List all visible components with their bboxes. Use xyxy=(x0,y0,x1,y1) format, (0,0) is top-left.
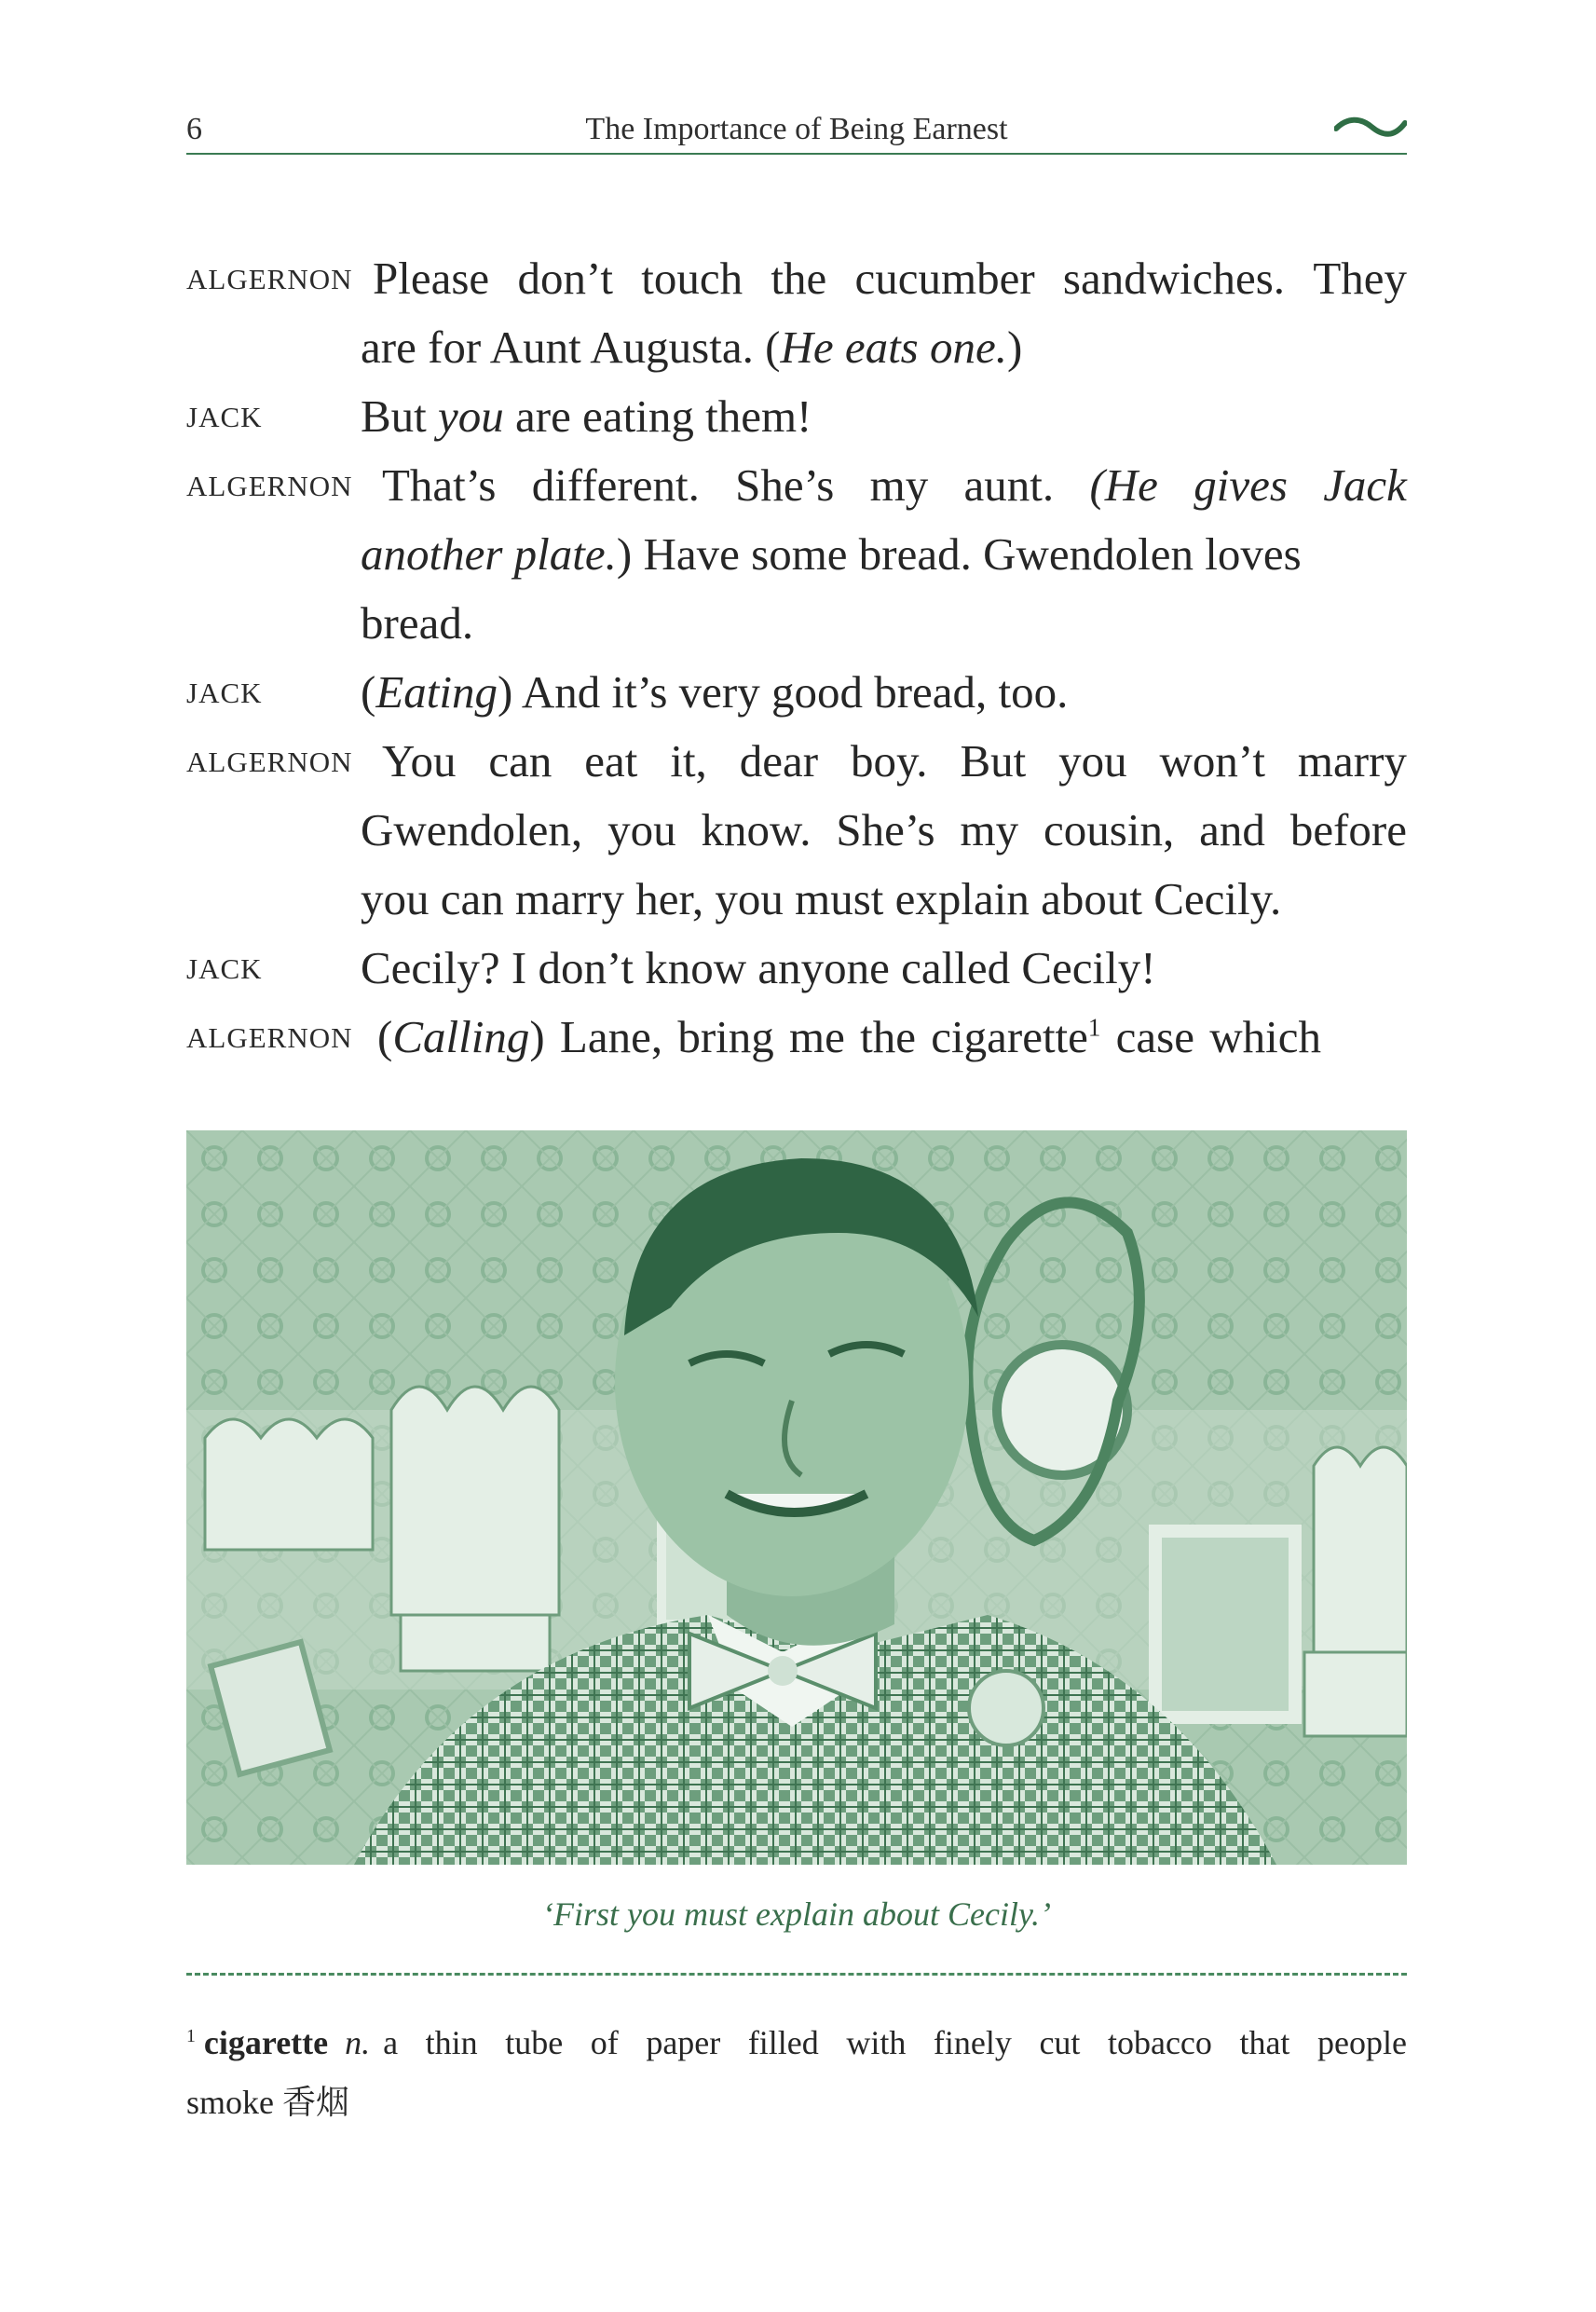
speech-algernon xyxy=(186,244,1407,382)
text: Cecily? I don’t know anyone called Cecily! xyxy=(361,942,1156,993)
word: that xyxy=(1239,2024,1290,2061)
footnote-head xyxy=(186,2013,370,2073)
speech-line xyxy=(186,796,1407,865)
word: Please xyxy=(373,253,490,304)
footnote xyxy=(186,2013,1407,2132)
word: thin xyxy=(425,2024,478,2061)
text: ) Have some bread. Gwendolen loves xyxy=(616,528,1302,580)
word: tobacco xyxy=(1107,2024,1212,2061)
word: of xyxy=(590,2024,619,2061)
text: ) Lane, bring me the cigarette xyxy=(529,1011,1088,1062)
speaker-name: ALGERNON xyxy=(186,746,353,778)
word: know. xyxy=(701,804,812,855)
speech-line xyxy=(186,520,1407,589)
word: you xyxy=(607,804,676,855)
word: the xyxy=(771,253,827,304)
word: eat xyxy=(584,735,638,787)
word: marry xyxy=(1297,735,1407,787)
speech-jack xyxy=(186,934,1407,1003)
word: it, xyxy=(670,735,707,787)
text: ) xyxy=(1007,321,1023,373)
word: They xyxy=(1313,253,1407,304)
speech-line xyxy=(186,934,1407,1003)
speech-line xyxy=(186,589,1407,658)
text: ( xyxy=(377,1011,393,1062)
speech-line xyxy=(186,451,1407,520)
text: bread. xyxy=(361,597,474,649)
text: are eating them! xyxy=(503,390,812,442)
footnote-definition xyxy=(370,2013,1407,2073)
speech-jack xyxy=(186,382,1407,451)
film-still-photo xyxy=(186,1130,1407,1865)
word: my xyxy=(869,459,929,511)
footnote-line xyxy=(186,2013,1407,2073)
word: won’t xyxy=(1159,735,1265,787)
text: But xyxy=(361,390,439,442)
word: finely xyxy=(933,2024,1012,2061)
stage-direction: another plate. xyxy=(361,528,617,580)
word: my xyxy=(960,804,1019,855)
speech-line xyxy=(186,313,1407,382)
stage-direction: He eats one. xyxy=(780,321,1008,373)
photo-caption: ‘First you must explain about Cecily.’ xyxy=(542,1895,1051,1933)
word: you xyxy=(1058,735,1127,787)
word: tube xyxy=(505,2024,564,2061)
speaker-name: ALGERNON xyxy=(186,263,353,295)
word: with xyxy=(846,2024,907,2061)
word: boy. xyxy=(850,735,928,787)
speech-line xyxy=(186,658,1407,727)
footnote-term: cigarette xyxy=(203,2024,329,2061)
word: a xyxy=(383,2024,399,2061)
footnote-divider xyxy=(186,1973,1407,1976)
footnote-line: smoke 香烟 xyxy=(186,2084,349,2121)
text: you can marry her, you must explain about Cecily. xyxy=(361,873,1282,924)
page-header xyxy=(186,112,1407,158)
word: She’s xyxy=(735,459,835,511)
speaker-name: JACK xyxy=(186,952,263,985)
word: You xyxy=(382,735,457,787)
stage-direction: (He xyxy=(1089,459,1158,511)
word: different. xyxy=(531,459,700,511)
word: cut xyxy=(1039,2024,1081,2061)
speech-line xyxy=(186,1003,1407,1072)
speaker-name: ALGERNON xyxy=(186,1021,353,1054)
word: touch xyxy=(641,253,743,304)
stage-direction: gives xyxy=(1194,459,1288,511)
stage-direction: Jack xyxy=(1323,459,1407,511)
swash-ornament-icon xyxy=(1334,116,1407,140)
part-of-speech: n. xyxy=(345,2024,371,2061)
word: Gwendolen, xyxy=(361,804,583,855)
word: people xyxy=(1316,2024,1407,2061)
word: cucumber xyxy=(854,253,1035,304)
word: paper xyxy=(646,2024,721,2061)
word: cousin, xyxy=(1044,804,1175,855)
header-rule xyxy=(186,153,1407,155)
stage-direction: Calling xyxy=(392,1011,530,1062)
emphasis: you xyxy=(438,390,504,442)
text: are for Aunt Augusta. ( xyxy=(361,321,781,373)
word: can xyxy=(488,735,552,787)
speaker-name: JACK xyxy=(186,401,263,433)
word: don’t xyxy=(517,253,613,304)
photo-man-bowtie-mantel-icon xyxy=(186,1130,1407,1865)
speech-algernon xyxy=(186,727,1407,934)
speech-line xyxy=(186,727,1407,796)
speech-line xyxy=(186,382,1407,451)
text: ) And it’s very good bread, too. xyxy=(498,666,1069,718)
word: That’s xyxy=(382,459,497,511)
page-number: 6 xyxy=(186,112,202,146)
text: ( xyxy=(361,666,376,718)
footnote-marker[interactable]: 1 xyxy=(1087,1013,1101,1042)
footnote-number: 1 xyxy=(186,2026,196,2046)
word: She’s xyxy=(836,804,935,855)
speech-algernon xyxy=(186,451,1407,658)
speech-algernon xyxy=(186,1003,1407,1072)
word: and xyxy=(1199,804,1265,855)
speech-line xyxy=(186,865,1407,934)
speaker-name: ALGERNON xyxy=(186,470,353,502)
speaker-name: JACK xyxy=(186,677,263,709)
speech-line xyxy=(186,244,1407,313)
word: filled xyxy=(747,2024,819,2061)
word: dear xyxy=(739,735,819,787)
word: sandwiches. xyxy=(1062,253,1286,304)
word: before xyxy=(1289,804,1407,855)
word: But xyxy=(960,735,1027,787)
dialogue xyxy=(186,244,1407,1072)
word: aunt. xyxy=(963,459,1055,511)
text: case which xyxy=(1100,1011,1321,1062)
stage-direction: Eating xyxy=(375,666,498,718)
running-title: The Importance of Being Earnest xyxy=(585,112,1008,146)
speech-jack xyxy=(186,658,1407,727)
